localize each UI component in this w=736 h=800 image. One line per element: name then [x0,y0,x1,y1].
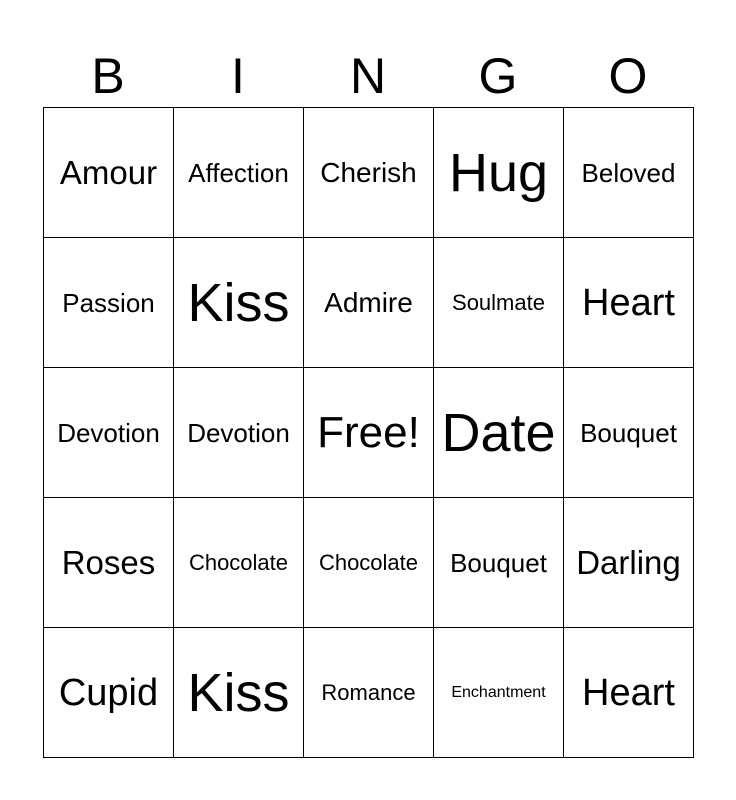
header-letter-g: G [478,48,518,104]
bingo-cell[interactable]: Devotion [44,368,174,498]
bingo-cell[interactable]: Roses [44,498,174,628]
header-letter-b: B [91,48,125,104]
header-letter-n: N [349,48,387,104]
bingo-cell[interactable]: Chocolate [304,498,434,628]
bingo-cell[interactable]: Passion [44,238,174,368]
bingo-cell[interactable]: Chocolate [174,498,304,628]
free-space-cell[interactable]: Free! [304,368,434,498]
bingo-cell[interactable]: Devotion [174,368,304,498]
bingo-cell[interactable]: Romance [304,628,434,758]
bingo-cell[interactable]: Heart [564,238,694,368]
bingo-cell[interactable]: Affection [174,108,304,238]
bingo-cell[interactable]: Bouquet [434,498,564,628]
bingo-cell[interactable]: Cherish [304,108,434,238]
bingo-cell[interactable]: Amour [44,108,174,238]
bingo-board [43,107,694,758]
bingo-cell[interactable]: Bouquet [564,368,694,498]
bingo-cell[interactable]: Enchantment [434,628,564,758]
bingo-cell[interactable]: Darling [564,498,694,628]
bingo-cell[interactable]: Admire [304,238,434,368]
bingo-cell[interactable]: Cupid [44,628,174,758]
bingo-cell[interactable]: Beloved [564,108,694,238]
header-letter-o: O [608,48,648,104]
header-letter-i: I [231,48,245,104]
bingo-cell[interactable]: Kiss [174,238,304,368]
bingo-cell[interactable]: Hug [434,108,564,238]
bingo-cell[interactable]: Soulmate [434,238,564,368]
bingo-cell[interactable]: Date [434,368,564,498]
bingo-cell[interactable]: Heart [564,628,694,758]
bingo-cell[interactable]: Kiss [174,628,304,758]
bingo-header [43,46,693,106]
